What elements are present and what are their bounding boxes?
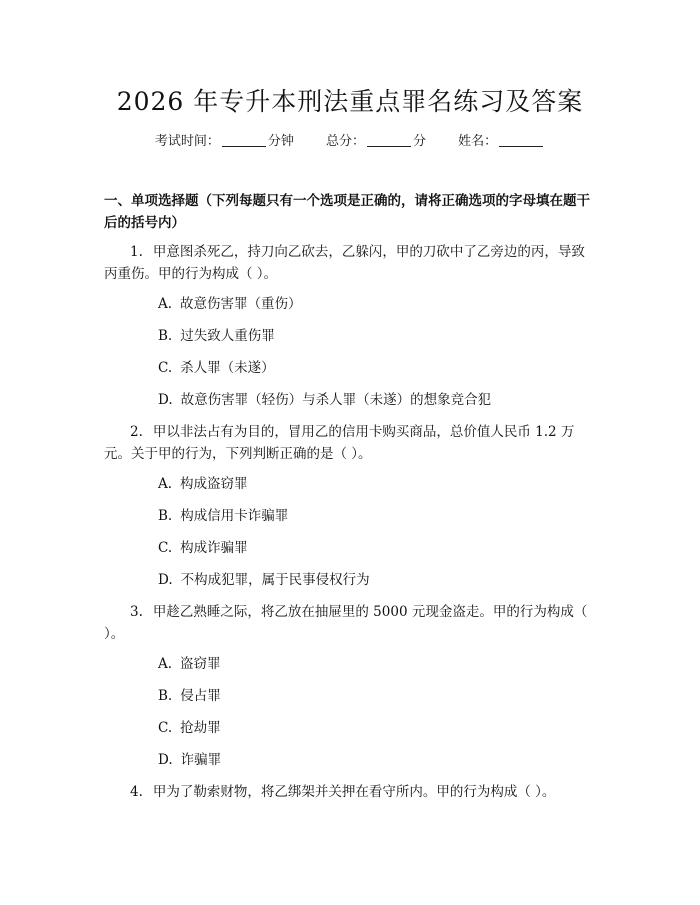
option-3a — [158, 654, 221, 674]
total-score-blank — [367, 146, 411, 147]
option-1d — [158, 390, 491, 410]
question-number: 4. — [130, 784, 143, 800]
question-text: 甲为了勒索财物，将乙绑架并关押在看守所内。甲的行为构成（ ）。 — [152, 784, 556, 800]
option-text: 不构成犯罪，属于民事侵权行为 — [180, 572, 370, 588]
option-text: 构成盗窃罪 — [180, 476, 248, 492]
question-3 — [104, 601, 596, 645]
exam-time-group — [155, 134, 298, 149]
option-letter: D. — [158, 572, 173, 588]
option-text: 构成信用卡诈骗罪 — [180, 508, 289, 524]
exam-time-blank — [222, 146, 266, 147]
option-1b — [158, 326, 275, 346]
option-2d — [158, 570, 370, 590]
option-letter: A. — [158, 656, 173, 672]
option-letter: C. — [158, 540, 173, 556]
question-text: 甲以非法占有为目的，冒用乙的信用卡购买商品，总价值人民币 1.2 万元。关于甲的行为，下列判断正确的是（ ）。 — [104, 424, 575, 462]
option-letter: C. — [158, 360, 173, 376]
name-label: 姓名： — [458, 134, 498, 149]
option-1a — [158, 294, 302, 314]
option-letter: B. — [158, 508, 173, 524]
question-4 — [104, 781, 596, 803]
name-group — [458, 134, 545, 149]
option-text: 盗窃罪 — [180, 656, 221, 672]
option-1c — [158, 358, 275, 378]
option-text: 过失致人重伤罪 — [180, 328, 275, 344]
question-2 — [104, 421, 596, 465]
option-letter: A. — [158, 296, 173, 312]
option-2a — [158, 474, 248, 494]
question-number: 3. — [130, 604, 143, 620]
option-3c — [158, 718, 221, 738]
exam-info-line — [0, 130, 700, 149]
option-3d — [158, 750, 221, 770]
exam-time-label: 考试时间： — [154, 134, 220, 149]
option-text: 侵占罪 — [180, 688, 221, 704]
question-number: 1. — [130, 244, 143, 260]
document-title: 2026 年专升本刑法重点罪名练习及答案 — [116, 87, 584, 116]
option-letter: D. — [158, 752, 173, 768]
option-text: 故意伤害罪（重伤） — [180, 296, 302, 312]
total-score-unit: 分 — [413, 134, 427, 149]
option-text: 故意伤害罪（轻伤）与杀人罪（未遂）的想象竞合犯 — [180, 392, 492, 408]
option-3b — [158, 686, 221, 706]
option-text: 抢劫罪 — [180, 720, 221, 736]
option-letter: B. — [158, 688, 173, 704]
option-text: 构成诈骗罪 — [180, 540, 248, 556]
total-score-label: 总分： — [325, 134, 365, 149]
question-text: 甲意图杀死乙，持刀向乙砍去，乙躲闪，甲的刀砍中了乙旁边的丙，导致丙重伤。甲的行为构成（ ）。 — [104, 244, 585, 282]
option-text: 诈骗罪 — [180, 752, 222, 768]
total-score-group — [326, 134, 430, 149]
option-2b — [158, 506, 288, 526]
question-text: 甲趁乙熟睡之际，将乙放在抽屉里的 5000 元现金盗走。甲的行为构成（ ）。 — [104, 604, 588, 642]
question-number: 2. — [130, 424, 143, 440]
option-text: 杀人罪（未遂） — [180, 360, 275, 376]
name-blank — [499, 146, 543, 147]
section-title: 一、单项选择题（下列每题只有一个选项是正确的，请将正确选项的字母填在题干后的括号内） — [104, 193, 590, 231]
exam-time-unit: 分钟 — [267, 134, 294, 149]
option-letter: C. — [158, 720, 173, 736]
option-letter: A. — [158, 476, 173, 492]
question-1 — [104, 241, 596, 285]
option-2c — [158, 538, 248, 558]
option-letter: B. — [158, 328, 173, 344]
option-letter: D. — [158, 392, 173, 408]
